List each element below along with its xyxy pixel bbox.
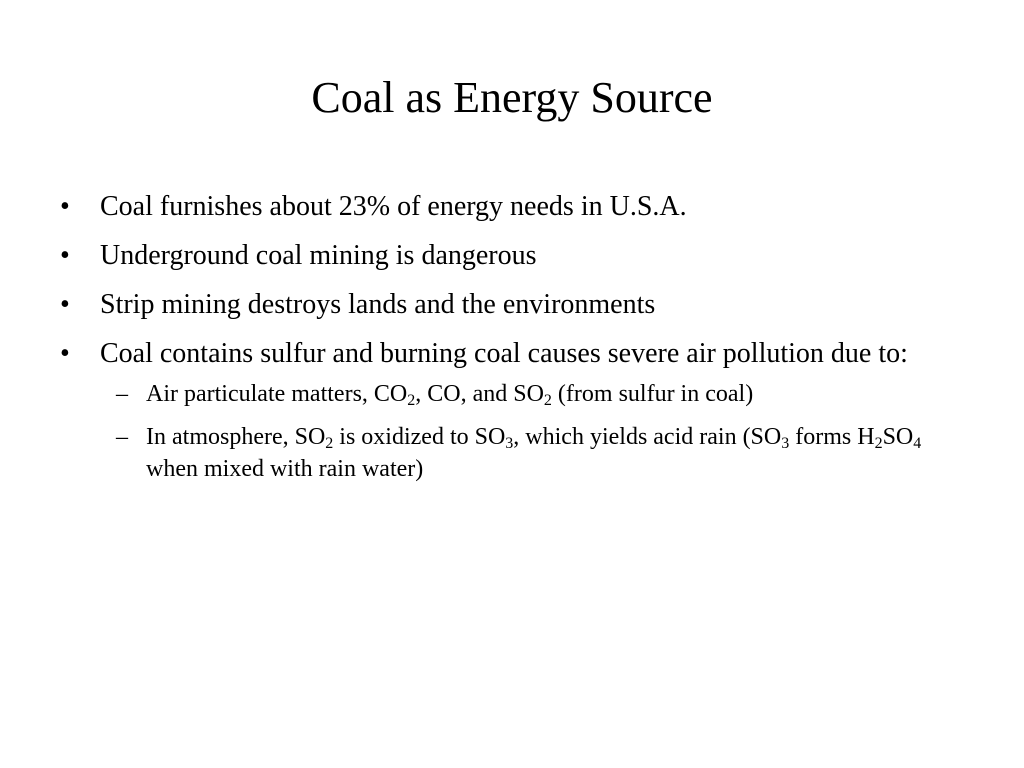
- text-run: (from sulfur in coal): [551, 381, 754, 407]
- bullet-text: Underground coal mining is dangerous: [100, 240, 537, 271]
- subscript: 2: [407, 392, 416, 409]
- sub-bullet-marker: –: [116, 381, 128, 407]
- subscript: 4: [913, 435, 922, 452]
- bullet-item: [60, 335, 960, 485]
- subscript: 3: [781, 435, 790, 452]
- text-run: SO: [882, 424, 914, 450]
- sub-bullet-text: [146, 424, 921, 482]
- subscript: 3: [505, 435, 514, 452]
- text-run: forms H: [789, 424, 875, 450]
- sub-bullet-text: [146, 381, 753, 407]
- text-run: Air particulate matters, CO: [146, 381, 408, 407]
- bullet-item: [60, 286, 960, 323]
- bullet-marker: •: [60, 191, 70, 222]
- bullet-marker: •: [60, 240, 70, 271]
- bullet-item: [60, 188, 960, 225]
- subscript: 2: [543, 392, 552, 409]
- bullet-item: [60, 237, 960, 274]
- sub-bullet-item: [100, 421, 960, 485]
- sub-bullet-list: [100, 378, 960, 485]
- bullet-text: Strip mining destroys lands and the environments: [100, 289, 656, 320]
- bullet-marker: •: [60, 338, 70, 369]
- subscript: 2: [325, 435, 334, 452]
- subscript: 2: [874, 435, 883, 452]
- sub-bullet-item: [100, 378, 960, 410]
- bullet-marker: •: [60, 289, 70, 320]
- text-run: when mixed with rain water): [146, 456, 424, 482]
- bullet-text: Coal contains sulfur and burning coal causes severe air pollution due to:: [100, 338, 908, 369]
- text-run: , which yields acid rain (SO: [513, 424, 782, 450]
- bullet-text: Coal furnishes about 23% of energy needs in U.S.A.: [100, 191, 687, 222]
- bullet-list: [60, 188, 960, 497]
- slide-title: Coal as Energy Source: [311, 73, 713, 122]
- text-run: is oxidized to SO: [333, 424, 506, 450]
- sub-bullet-marker: –: [116, 424, 128, 450]
- text-run: , CO, and SO: [415, 381, 544, 407]
- text-run: In atmosphere, SO: [146, 424, 326, 450]
